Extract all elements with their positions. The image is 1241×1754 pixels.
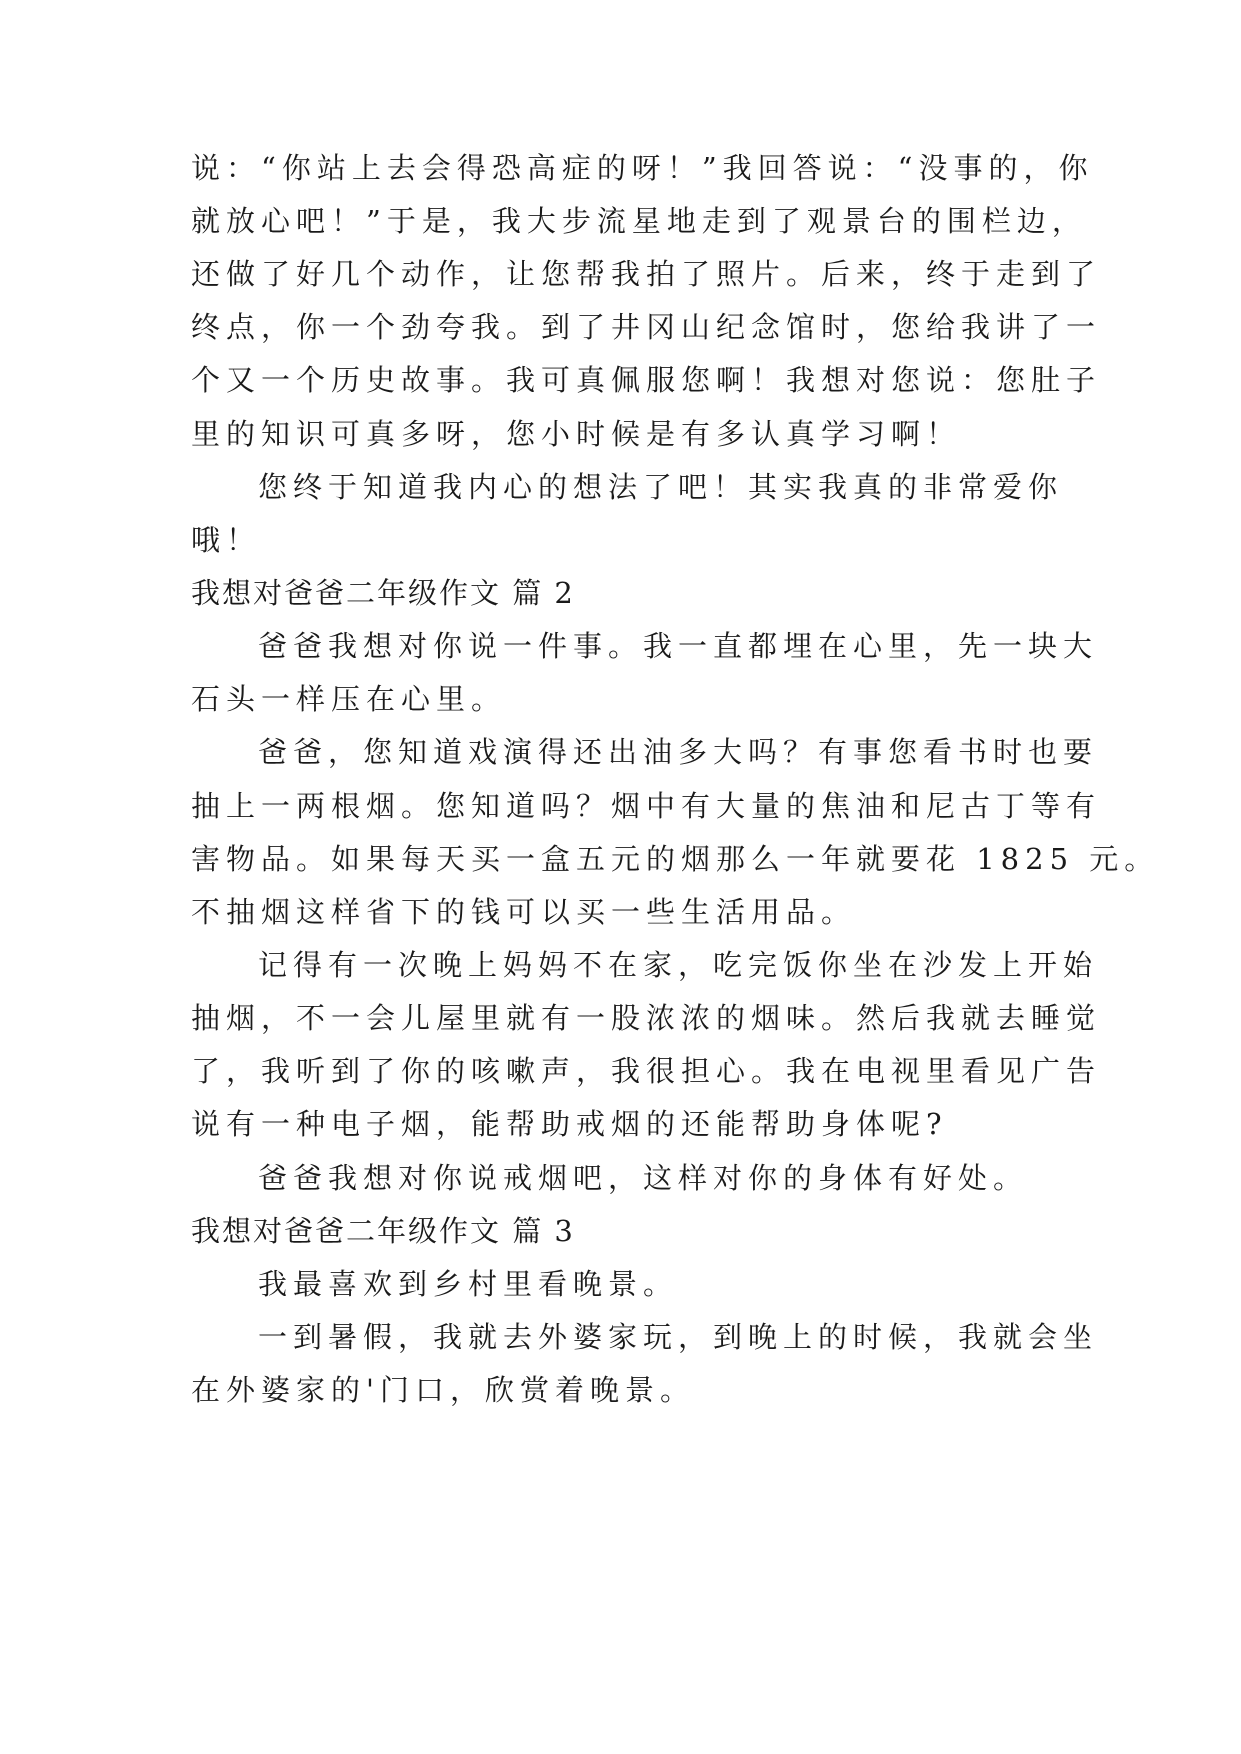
- text-line: 不抽烟这样省下的钱可以买一些生活用品。: [191, 895, 857, 929]
- section-heading: 我想对爸爸二年级作文 篇 2: [191, 576, 575, 610]
- text-line: 了，我听到了你的咳嗽声，我很担心。我在电视里看见广告: [191, 1054, 1102, 1088]
- text-line: 里的知识可真多呀，您小时候是有多认真学习啊！: [191, 417, 962, 451]
- text-line: 害物品。如果每天买一盒五元的烟那么一年就要花 1825 元。: [191, 842, 1160, 876]
- paragraph-first-line: 记得有一次晚上妈妈不在家，吃完饭你坐在沙发上开始: [258, 948, 1099, 982]
- paragraph-first-line: 爸爸我想对你说戒烟吧，这样对你的身体有好处。: [258, 1161, 1029, 1195]
- text-line: 就放心吧！”于是，我大步流星地走到了观景台的围栏边，: [191, 204, 1087, 238]
- text-line: 抽烟，不一会儿屋里就有一股浓浓的烟味。然后我就去睡觉: [191, 1001, 1102, 1035]
- text-line: 终点，你一个劲夸我。到了井冈山纪念馆时，您给我讲了一: [191, 310, 1102, 344]
- text-line: 说有一种电子烟，能帮助戒烟的还能帮助身体呢?: [191, 1107, 948, 1141]
- text-line: 在外婆家的'门口，欣赏着晚景。: [191, 1373, 695, 1407]
- section-heading: 我想对爸爸二年级作文 篇 3: [191, 1214, 575, 1248]
- paragraph-first-line: 一到暑假，我就去外婆家玩，到晚上的时候，我就会坐: [258, 1320, 1099, 1354]
- text-line: 说：“你站上去会得恐高症的呀！”我回答说：“没事的，你: [191, 151, 1094, 185]
- paragraph-first-line: 爸爸我想对你说一件事。我一直都埋在心里，先一块大: [258, 629, 1099, 663]
- text-line: 个又一个历史故事。我可真佩服您啊！我想对您说：您肚子: [191, 363, 1102, 397]
- paragraph-first-line: 我最喜欢到乡村里看晚景。: [258, 1267, 679, 1301]
- paragraph-first-line: 爸爸，您知道戏演得还出油多大吗？有事您看书时也要: [258, 735, 1099, 769]
- text-line: 还做了好几个动作，让您帮我拍了照片。后来，终于走到了: [191, 257, 1102, 291]
- text-line: 抽上一两根烟。您知道吗？烟中有大量的焦油和尼古丁等有: [191, 789, 1102, 823]
- paragraph-first-line: 您终于知道我内心的想法了吧！其实我真的非常爱你: [258, 470, 1064, 504]
- text-line: 哦！: [191, 523, 262, 557]
- text-line: 石头一样压在心里。: [191, 682, 507, 716]
